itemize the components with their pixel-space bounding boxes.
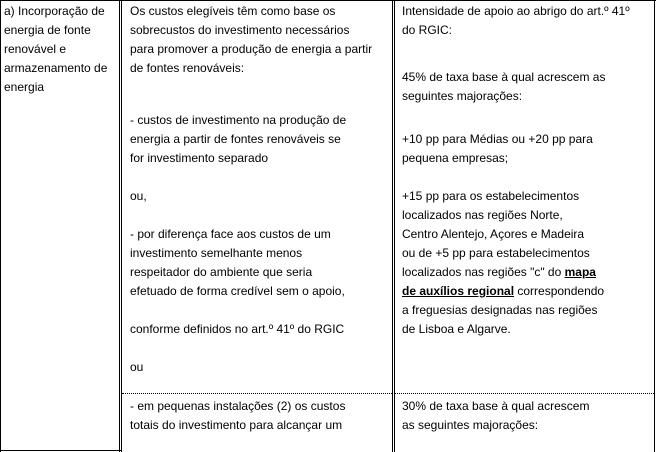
eligible-costs-or-2: ou	[130, 360, 144, 374]
enterprise-size-bonus: +10 pp para Médias ou +20 pp para pequena empresas;	[402, 132, 593, 165]
table-border-top	[0, 0, 656, 1]
eligible-costs-intro: Os custos elegíveis têm como base os sobrecustos do investimento necessários para promover a produção de energia a partir de fontes renováveis:	[130, 4, 373, 75]
base-rate-30: 30% de taxa base à qual acrescem as seguintes majorações:	[402, 399, 590, 432]
table-border-right	[654, 0, 655, 452]
table-border-left	[0, 0, 1, 452]
regional-aid-map-link-part1[interactable]: mapa	[564, 265, 596, 279]
row-divider-col2	[122, 393, 392, 394]
regional-bonus-corresponding: correspondendo	[514, 284, 605, 298]
eligible-costs-rgic-reference: conforme definidos no art.º 41º do RGIC	[130, 322, 345, 336]
eligible-costs-difference: - por diferença face aos custos de um investimento semelhante menos respeitador do ambiente que seria efetuado de forma credível sem o apoio,	[130, 227, 345, 298]
row-divider-col3	[395, 393, 654, 394]
eligible-costs-separate-investment: - custos de investimento na produção de energia a partir de fontes renováveis se for investimento separado	[130, 113, 347, 165]
regional-aid-map-line	[402, 282, 654, 301]
eligible-costs-or: ou,	[130, 189, 147, 203]
measure-label: a) Incorporação de energia de fonte renovável e armazenamento de energia	[4, 4, 108, 94]
lisboa-algarve-parishes: a freguesias designadas nas regiões de Lisboa e Algarve.	[402, 303, 598, 336]
regional-bonus-c-line	[402, 263, 654, 282]
small-installations-costs: - em pequenas instalações (2) os custos totais do investimento para alcançar um	[130, 399, 346, 432]
table-border-bottom-col1	[0, 450, 122, 451]
regional-aid-map-link-part2[interactable]: de auxílios regional	[402, 284, 515, 298]
column-divider-2	[392, 0, 395, 452]
regional-bonus-c-text: localizados nas regiões "c" do	[402, 265, 565, 279]
base-rate-45: 45% de taxa base à qual acrescem as seguintes majorações:	[402, 70, 606, 103]
regional-bonus: +15 pp para os estabelecimentos localizados nas regiões Norte, Centro Alentejo, Açores e Madeira ou de +5 pp para estabelecimentos	[402, 189, 590, 260]
column-divider-1	[119, 0, 122, 452]
aid-intensity-intro: Intensidade de apoio ao abrigo do art.º 41º do RGIC:	[402, 4, 630, 37]
